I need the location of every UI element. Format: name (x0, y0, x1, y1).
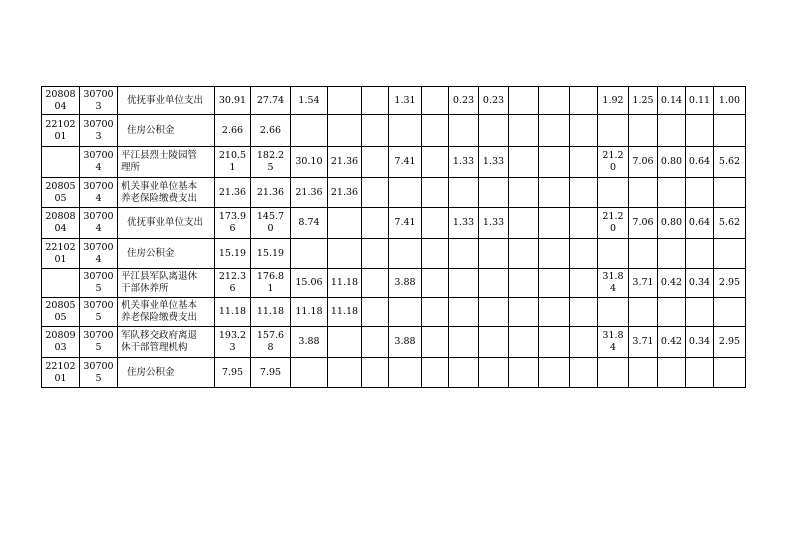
table-cell: 210.5 1 (215, 147, 251, 178)
table-cell (686, 239, 714, 269)
table-row (42, 298, 746, 327)
table-cell (570, 358, 598, 388)
table-cell: 0.64 (686, 147, 714, 178)
table-cell: 22102 01 (42, 239, 80, 269)
table-cell: 7.95 (215, 358, 251, 388)
table-cell: 30700 4 (80, 178, 118, 208)
table-cell (570, 239, 598, 269)
table-row (42, 327, 746, 358)
table-cell (570, 208, 598, 239)
table-cell: 1.33 (449, 208, 479, 239)
table-cell: 15.06 (291, 269, 328, 298)
table-cell: 30700 3 (80, 115, 118, 147)
table-cell (479, 115, 509, 147)
table-cell (686, 358, 714, 388)
table-cell: 2.95 (714, 327, 746, 358)
table-cell (479, 327, 509, 358)
table-cell: 212.3 6 (215, 269, 251, 298)
table-cell: 1.33 (479, 208, 509, 239)
table-cell (389, 115, 422, 147)
table-cell: 0.11 (686, 87, 714, 115)
table-cell (291, 239, 328, 269)
table-cell (422, 358, 449, 388)
table-cell: 30700 4 (80, 208, 118, 239)
table-cell (42, 269, 80, 298)
table-cell: 0.23 (449, 87, 479, 115)
table-cell: 0.64 (686, 208, 714, 239)
table-cell (328, 115, 362, 147)
table-cell (362, 269, 389, 298)
table-cell (328, 87, 362, 115)
table-cell (509, 208, 539, 239)
table-cell (686, 298, 714, 327)
table-row (42, 87, 746, 115)
table-cell: 30700 5 (80, 358, 118, 388)
table-row (42, 178, 746, 208)
table-cell (629, 178, 658, 208)
table-cell (509, 147, 539, 178)
table-cell: 30700 3 (80, 87, 118, 115)
table-cell (362, 87, 389, 115)
item-name-cell: 机关事业单位基本 养老保险缴费支出 (118, 178, 215, 208)
table-row (42, 239, 746, 269)
table-cell: 8.74 (291, 208, 328, 239)
item-name-cell: 机关事业单位基本 养老保险缴费支出 (118, 298, 215, 327)
table-cell (362, 239, 389, 269)
table-cell (509, 239, 539, 269)
table-cell: 3.88 (291, 327, 328, 358)
table-cell (479, 358, 509, 388)
table-body (42, 87, 746, 388)
table-cell: 22102 01 (42, 358, 80, 388)
table-cell (389, 358, 422, 388)
table-cell (362, 298, 389, 327)
table-cell (389, 178, 422, 208)
table-cell: 0.34 (686, 327, 714, 358)
table-cell: 1.00 (714, 87, 746, 115)
item-name-cell: 优抚事业单位支出 (118, 208, 215, 239)
table-cell (598, 358, 629, 388)
table-cell (479, 269, 509, 298)
table-cell: 15.19 (215, 239, 251, 269)
table-cell: 7.95 (251, 358, 291, 388)
table-cell (422, 115, 449, 147)
table-cell: 11.18 (328, 298, 362, 327)
table-cell: 0.42 (658, 327, 686, 358)
table-cell (686, 115, 714, 147)
table-cell (714, 298, 746, 327)
table-cell: 182.2 5 (251, 147, 291, 178)
table-cell: 173.9 6 (215, 208, 251, 239)
table-cell (629, 358, 658, 388)
table-cell (449, 327, 479, 358)
item-name-cell: 住房公积金 (118, 115, 215, 147)
table-cell: 1.54 (291, 87, 328, 115)
table-cell (291, 115, 328, 147)
table-cell (362, 358, 389, 388)
table-cell (539, 239, 570, 269)
table-cell: 2.66 (251, 115, 291, 147)
table-cell (449, 358, 479, 388)
table-cell (539, 298, 570, 327)
table-cell (658, 298, 686, 327)
table-cell (509, 87, 539, 115)
table-cell (422, 269, 449, 298)
table-cell (449, 298, 479, 327)
table-cell: 11.18 (328, 269, 362, 298)
table-cell: 21.36 (328, 178, 362, 208)
table-cell: 20809 03 (42, 327, 80, 358)
table-cell (686, 178, 714, 208)
table-cell: 3.88 (389, 327, 422, 358)
table-cell: 5.62 (714, 208, 746, 239)
table-cell: 27.74 (251, 87, 291, 115)
table-cell (539, 87, 570, 115)
table-cell (598, 178, 629, 208)
item-name-cell: 平江县烈士陵园管 理所 (118, 147, 215, 178)
table-cell: 21.36 (251, 178, 291, 208)
table-cell (658, 239, 686, 269)
item-name-cell: 军队移交政府离退 休干部管理机构 (118, 327, 215, 358)
table-cell: 5.62 (714, 147, 746, 178)
budget-table (41, 86, 746, 388)
table-cell: 30700 4 (80, 147, 118, 178)
table-cell (714, 178, 746, 208)
table-cell (570, 269, 598, 298)
table-cell: 20808 04 (42, 87, 80, 115)
table-cell (422, 87, 449, 115)
table-cell (449, 115, 479, 147)
table-cell (539, 147, 570, 178)
table-cell (422, 147, 449, 178)
table-cell (509, 178, 539, 208)
table-cell: 7.41 (389, 147, 422, 178)
table-cell (422, 327, 449, 358)
table-cell: 30.91 (215, 87, 251, 115)
item-name-cell: 住房公积金 (118, 358, 215, 388)
table-cell (328, 239, 362, 269)
table-row (42, 208, 746, 239)
table-cell: 0.14 (658, 87, 686, 115)
table-cell: 15.19 (251, 239, 291, 269)
table-cell (389, 239, 422, 269)
table-cell (509, 269, 539, 298)
table-cell (362, 178, 389, 208)
table-cell (509, 298, 539, 327)
table-cell: 21.36 (215, 178, 251, 208)
table-cell (539, 269, 570, 298)
table-cell (42, 147, 80, 178)
table-cell (629, 115, 658, 147)
table-cell: 30700 5 (80, 298, 118, 327)
table-cell (539, 358, 570, 388)
table-cell (539, 208, 570, 239)
table-cell: 22102 01 (42, 115, 80, 147)
item-name-cell: 住房公积金 (118, 239, 215, 269)
table-cell (658, 115, 686, 147)
table-cell: 3.71 (629, 327, 658, 358)
table-cell: 21.2 0 (598, 147, 629, 178)
table-cell (509, 327, 539, 358)
table-cell (362, 208, 389, 239)
table-cell: 7.06 (629, 147, 658, 178)
table-cell: 21.2 0 (598, 208, 629, 239)
table-cell (598, 115, 629, 147)
table-cell (422, 208, 449, 239)
table-cell (539, 178, 570, 208)
table-cell (598, 298, 629, 327)
table-cell: 1.33 (479, 147, 509, 178)
table-cell (629, 298, 658, 327)
table-cell (658, 358, 686, 388)
table-cell: 21.36 (291, 178, 328, 208)
table-cell: 1.33 (449, 147, 479, 178)
table-cell (362, 147, 389, 178)
table-cell: 1.31 (389, 87, 422, 115)
table-cell: 30700 4 (80, 239, 118, 269)
table-cell (291, 358, 328, 388)
table-cell (509, 358, 539, 388)
table-cell (422, 298, 449, 327)
table-row (42, 358, 746, 388)
table-cell (570, 178, 598, 208)
item-name-cell: 优抚事业单位支出 (118, 87, 215, 115)
table-cell: 31.8 4 (598, 269, 629, 298)
table-cell (509, 115, 539, 147)
table-cell (714, 358, 746, 388)
table-cell: 11.18 (291, 298, 328, 327)
table-cell: 0.34 (686, 269, 714, 298)
table-cell (449, 269, 479, 298)
table-cell: 0.23 (479, 87, 509, 115)
table-cell (539, 115, 570, 147)
table-cell: 11.18 (251, 298, 291, 327)
table-cell (449, 239, 479, 269)
table-cell (422, 239, 449, 269)
table-cell (570, 298, 598, 327)
table-cell (362, 115, 389, 147)
table-cell: 20805 05 (42, 298, 80, 327)
table-cell (479, 239, 509, 269)
table-cell (570, 327, 598, 358)
table-cell (714, 239, 746, 269)
item-name-cell: 平江县军队离退休 干部休养所 (118, 269, 215, 298)
table-cell: 0.80 (658, 208, 686, 239)
table-cell: 7.06 (629, 208, 658, 239)
table-cell (658, 178, 686, 208)
table-cell: 193.2 3 (215, 327, 251, 358)
table-cell (570, 87, 598, 115)
table-cell: 3.71 (629, 269, 658, 298)
table-cell: 3.88 (389, 269, 422, 298)
table-cell: 1.25 (629, 87, 658, 115)
table-cell: 145.7 0 (251, 208, 291, 239)
table-cell: 0.80 (658, 147, 686, 178)
table-row (42, 147, 746, 178)
table-cell: 176.8 1 (251, 269, 291, 298)
table-cell (328, 358, 362, 388)
table-cell (362, 327, 389, 358)
table-cell (328, 327, 362, 358)
table-cell (479, 298, 509, 327)
table-cell: 31.8 4 (598, 327, 629, 358)
table-cell: 30700 5 (80, 269, 118, 298)
table-cell: 21.36 (328, 147, 362, 178)
table-cell (714, 115, 746, 147)
table-cell: 1.92 (598, 87, 629, 115)
table-cell: 30.10 (291, 147, 328, 178)
table-cell: 20808 04 (42, 208, 80, 239)
table-cell (539, 327, 570, 358)
table-cell (449, 178, 479, 208)
table-row (42, 115, 746, 147)
table-cell (570, 147, 598, 178)
table-cell (629, 239, 658, 269)
table-cell: 157.6 8 (251, 327, 291, 358)
table-cell (479, 178, 509, 208)
table-cell: 0.42 (658, 269, 686, 298)
table-cell: 30700 5 (80, 327, 118, 358)
table-row (42, 269, 746, 298)
table-cell: 20805 05 (42, 178, 80, 208)
table-cell: 2.95 (714, 269, 746, 298)
table-cell: 7.41 (389, 208, 422, 239)
table-cell (389, 298, 422, 327)
table-cell (570, 115, 598, 147)
table-cell: 2.66 (215, 115, 251, 147)
table-cell: 11.18 (215, 298, 251, 327)
table-cell (422, 178, 449, 208)
table-cell (598, 239, 629, 269)
table-cell (328, 208, 362, 239)
